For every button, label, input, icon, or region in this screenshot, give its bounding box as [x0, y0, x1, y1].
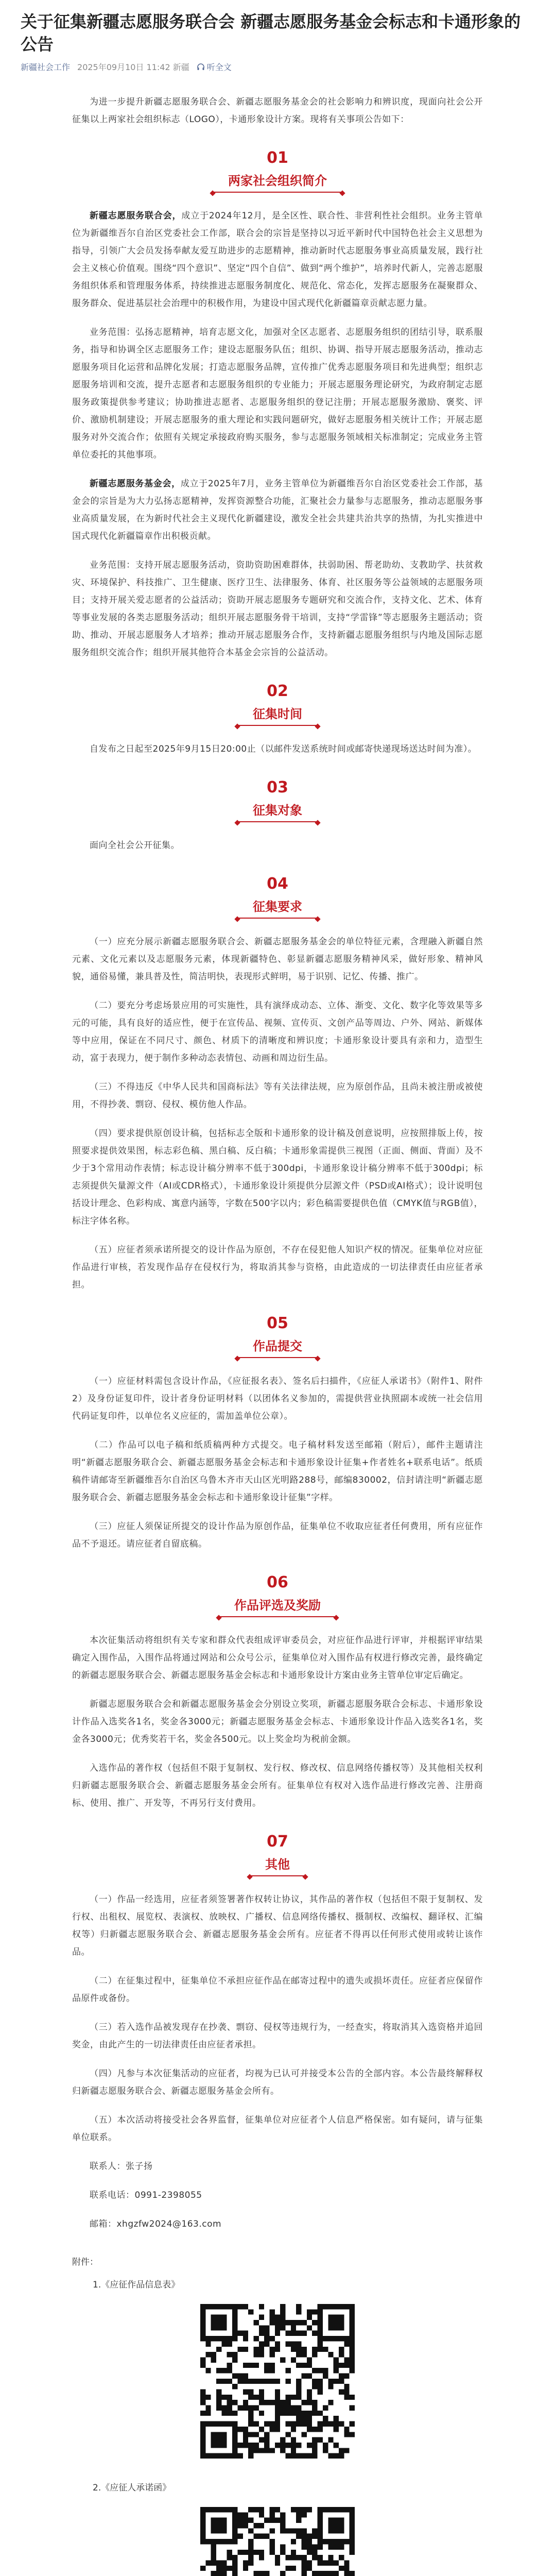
section-title: 作品评选及奖励 — [219, 1592, 336, 1617]
paragraph-text: （一）作品一经选用，应征者须签署著作权转让协议，其作品的著作权（包括但不限于复制权、发行权、出租权、展览权、表演权、放映权、广播权、信息网络传播权、摄制权、改编权、翻译权、汇编权等）归新疆志愿服务联合会、新疆志愿服务基金会所有。应征者不得再以任何形式使用或转让该作品。 — [72, 1894, 483, 1957]
section-paragraph — [72, 1972, 483, 2007]
section-heading — [72, 875, 483, 919]
section-paragraph — [72, 933, 483, 986]
section-paragraph — [72, 2019, 483, 2054]
section-number: 07 — [267, 1833, 288, 1851]
section-paragraph — [72, 2111, 483, 2146]
paragraph-text: 业务范围：支持开展志愿服务活动，资助资助困难群体，扶弱助困、帮老助幼、支教助学、扶贫救灾、环境保护、科技推广、卫生健康、医疗卫生、法律服务、体育、社区服务等公益领域的志愿服务项目；支持开展关爱志愿者的公益活动；资助开展志愿服务专题研究和交流合作，支持文化、艺术、体育等事业发展的各类志愿服务活动；组织开展志愿服务骨干培训，支持“学雷锋”等志愿服务主题活动；资助、推动、开展志愿服务人才培养；推动开展志愿服务合作，支持新疆志愿服务组织与内地及国际志愿服务组织交流合作；组织开展其他符合本基金会宗旨的公益活动。 — [72, 560, 483, 658]
paragraph-text: （五）应征者须承诺所提交的设计作品为原创，不存在侵犯他人知识产权的情况。征集单位对应征作品进行审核，若发现作品存在侵权行为，将取消其参与资格，由此造成的一切法律责任由应征者承担。 — [72, 1245, 483, 1290]
paragraph-text: 新疆志愿服务联合会和新疆志愿服务基金会分别设立奖项，新疆志愿服务联合会标志、卡通形象设计作品入选奖各1名，奖金各3000元；新疆志愿服务基金会标志、卡通形象设计作品入选奖各1名，奖金各3000元；优秀奖若干名，奖金各500元。以上奖金均为税前金额。 — [72, 1699, 483, 1744]
attachment-name-1: 1.《应征作品信息表》 — [93, 2280, 180, 2290]
article-title: 关于征集新疆志愿服务联合会 新疆志愿服务基金会标志和卡通形象的公告 — [21, 12, 521, 54]
contact-phone: 联系电话：0991-2398055 — [90, 2190, 202, 2200]
section-heading — [72, 778, 483, 822]
article-meta — [21, 61, 534, 73]
paragraph-lead: 新疆志愿服务联合会， — [90, 211, 182, 221]
contact-email-line — [72, 2215, 483, 2233]
section-heading — [72, 682, 483, 726]
contact-email[interactable]: xhgzfw2024@163.com — [116, 2219, 222, 2229]
section-title: 两家社会组织简介 — [213, 167, 342, 193]
section-number: 06 — [267, 1573, 288, 1591]
section-title-decor — [237, 1333, 318, 1358]
section-paragraph — [72, 1632, 483, 1684]
section-paragraph — [72, 475, 483, 545]
publish-datetime: 2025年09月10日 11:42 新疆 — [77, 62, 189, 72]
paragraph-lead: 新疆志愿服务基金会， — [90, 479, 181, 489]
attachments-label: 附件： — [72, 2257, 98, 2267]
section-paragraph — [72, 1125, 483, 1230]
qr-code-1[interactable] — [200, 2304, 355, 2459]
paragraph-text: （三）若入选作品被发现存在抄袭、剽窃、侵权等违规行为，一经查实，将取消其入选资格并追回奖金，由此产生的一切法律责任由应征者承担。 — [72, 2022, 483, 2050]
paragraph-text: （三）不得违反《中华人民共和国商标法》等有关法律法规，应为原创作品，且尚未被注册或被使用，不得抄袭、剽窃、侵权、模仿他人作品。 — [72, 1082, 483, 1110]
section-title: 征集对象 — [237, 797, 318, 822]
section-paragraph — [72, 1891, 483, 1961]
section-title-decor — [213, 167, 342, 193]
section-paragraph — [72, 1759, 483, 1812]
section-paragraph — [72, 740, 483, 758]
paragraph-text: （五）本次活动将接受社会各界监督，征集单位对应征者个人信息严格保密。如有疑问，请与征集单位联系。 — [72, 2115, 483, 2143]
section-title: 征集要求 — [237, 893, 318, 919]
headphone-icon — [197, 63, 205, 71]
paragraph-text: 自发布之日起至2025年9月15日20:00止（以邮件发送系统时间或邮寄快递现场送达时间为准）。 — [90, 744, 477, 754]
contact-email-label: 邮箱： — [90, 2219, 117, 2229]
paragraph-text: 业务范围：弘扬志愿精神，培育志愿文化，加强对全区志愿者、志愿服务组织的团结引导，联系服务，指导和协调全区志愿服务工作；建设志愿服务队伍；组织、协调、指导开展志愿服务活动，推动志愿服务项目化运营和品牌化发展；打造志愿服务品牌，宣传推广优秀志愿服务项目和先进典型；组织志愿服务培训和交流，提升志愿者和志愿服务组织的专业能力；开展志愿服务理论研究，为政府制定志愿服务政策提供参考建议；协助推进志愿者、志愿服务组织的登记注册；开展志愿服务激励、褒奖、评价、激励机制建设；开展志愿服务的重大理论和实践问题研究，做好志愿服务相关统计工作；开展志愿服务对外交流合作；依照有关规定承接政府购买服务，参与志愿服务领域相关标准制定；完成业务主管单位委托的其他事项。 — [72, 327, 483, 460]
intro-paragraph: 为进一步提升新疆志愿服务联合会、新疆志愿服务基金会的社会影响力和辨识度，现面向社会公开征集以上两家社会组织标志（LOGO），卡通形象设计方案。现将有关事项公告如下： — [72, 97, 483, 125]
section-paragraph — [72, 556, 483, 662]
section-title-decor — [237, 893, 318, 919]
paragraph-text: （三）应征人须保证所提交的设计作品为原创作品，征集单位不收取应征者任何费用，所有应征作品不予退还。请应征者自留底稿。 — [72, 1521, 483, 1549]
sections-container — [72, 149, 483, 2146]
section-paragraph — [72, 207, 483, 312]
section-title: 其他 — [250, 1851, 305, 1876]
paragraph-text: 面向全社会公开征集。 — [90, 840, 180, 851]
paragraph-text: 本次征集活动将组织有关专家和群众代表组成评审委员会，对应征作品进行评审，并根据评审结果确定入围作品，入围作品将通过网站和公众号公示，征集单位对入围作品有权进行修改完善，最终确定的新疆志愿服务联合会、新疆志愿服务基金会标志和卡通形象设计方案由业务主管单位审定后确定。 — [72, 1635, 483, 1681]
section-title: 作品提交 — [237, 1333, 318, 1358]
paragraph-text: （一）应征材料需包含设计作品，《应征报名表》、签名后扫描件，《应征人承诺书》（附件1、附件2）及身份证复印件，设计者身份证明材料（以团体名义参加的，需提供营业执照副本或统一社会信用代码证复印件，以单位名义应征的，需加盖单位公章）。 — [72, 1376, 483, 1421]
section-number: 05 — [267, 1314, 288, 1332]
section-number: 01 — [267, 149, 288, 167]
section-paragraph — [72, 837, 483, 854]
section-paragraph — [72, 1078, 483, 1113]
section-paragraph — [72, 2065, 483, 2100]
section-title-decor — [250, 1851, 305, 1876]
listen-button[interactable] — [197, 61, 232, 73]
section-paragraph — [72, 324, 483, 464]
listen-label: 听全文 — [206, 62, 232, 72]
section-title: 征集时间 — [237, 701, 318, 726]
paragraph-text: 成立于2024年12月，是全区性、联合性、非营利性社会组织。业务主管单位为新疆维吾尔自治区党委社会工作部，联合会的宗旨是坚持以习近平新时代中国特色社会主义思想为指导，引领广大会员发扬奉献友爱互助进步的志愿精神，推动新时代志愿服务事业高质量发展，践行社会主义核心价值观。围绕“四个意识”、坚定“四个自信”、做到“两个维护”，培养时代新人，完善志愿服务组织体系和管理服务体系，持续推进志愿服务制度化、规范化、常态化，发挥志愿服务在凝聚群众、服务群众、促进基层社会治理中的积极作用，为建设中国式现代化新疆篇章贡献志愿力量。 — [72, 211, 483, 309]
section-number: 03 — [267, 778, 288, 796]
paragraph-text: （二）在征集过程中，征集单位不承担应征作品在邮寄过程中的遗失或损坏责任。应征者应保留作品原件或备份。 — [72, 1976, 483, 2004]
attachment-name-2: 2.《应征人承诺函》 — [93, 2483, 171, 2493]
qr-code-2[interactable] — [200, 2507, 355, 2576]
section-paragraph — [72, 1696, 483, 1748]
section-paragraph — [72, 1241, 483, 1294]
section-paragraph — [72, 997, 483, 1067]
paragraph-text: 成立于2025年7月，业务主管单位为新疆维吾尔自治区党委社会工作部，基金会的宗旨是为大力弘扬志愿精神，发挥资源整合功能，汇聚社会力量参与志愿服务，推动志愿服务事业高质量发展，在为新时代社会主义现代化新疆建设，激发全社会共建共治共享的热情，为扎实推进中国式现代化新疆篇章作出积极贡献。 — [72, 479, 483, 541]
section-heading — [72, 1314, 483, 1358]
section-paragraph — [72, 1518, 483, 1553]
section-title-decor — [237, 797, 318, 822]
paragraph-text: 入选作品的著作权（包括但不限于复制权、发行权、修改权、信息网络传播权等）及其他相关权利归新疆志愿服务联合会、新疆志愿服务基金会所有。征集单位有权对入选作品进行修改完善、注册商标、使用、推广、开发等，不再另行支付费用。 — [72, 1763, 483, 1808]
contact-block — [72, 2158, 483, 2233]
contact-person: 联系人：张子扬 — [90, 2161, 153, 2172]
section-number: 02 — [267, 682, 288, 700]
section-paragraph — [72, 1372, 483, 1425]
section-heading — [72, 1573, 483, 1617]
section-heading — [72, 149, 483, 193]
section-title-decor — [237, 701, 318, 726]
section-heading — [72, 1833, 483, 1876]
account-name[interactable]: 新疆社会工作 — [21, 62, 71, 72]
paragraph-text: （一）应充分展示新疆志愿服务联合会、新疆志愿服务基金会的单位特征元素，含理融入新疆自然元素、文化元素以及志愿服务元素，体现新疆特色、彰显新疆志愿服务精神风采，做好形象、精神风貌，通俗易懂，兼具普及性，简洁明快，表现形式鲜明，易于识别、记忆、传播、推广。 — [72, 937, 483, 982]
paragraph-text: （四）要求提供原创设计稿，包括标志全版和卡通形象的设计稿及创意说明，应按照排版上传，按照要求提供效果图，标志彩色稿、黑白稿、反白稿；卡通形象需提供三视图（正面、侧面、背面）及不少于3个常用动作表情；标志设计稿分辨率不低于300dpi，卡通形象设计稿分辨率不低于300dpi；标志须提供矢量源文件（AI或CDR格式），卡通形象设计须提供分层源文件（PSD或AI格式）；设计说明包括设计理念、色彩构成、寓意内涵等，字数在500字以内；彩色稿需要提供色值（CMYK值与RGB值），标注字体名称。 — [72, 1128, 483, 1226]
paragraph-text: （二）作品可以电子稿和纸质稿两种方式提交。电子稿材料发送至邮箱（附后），邮件主题请注明“新疆志愿服务联合会、新疆志愿服务基金会标志和卡通形象设计征集+作者姓名+联系电话”。纸质稿件请邮寄至新疆维吾尔自治区乌鲁木齐市天山区光明路288号，邮编830002，信封请注明“新疆志愿服务联合会、新疆志愿服务基金会标志和卡通形象设计征集”字样。 — [72, 1440, 483, 1503]
section-number: 04 — [267, 875, 288, 893]
paragraph-text: （二）要充分考虑场景应用的可实施性，具有演绎成动态、立体、渐变、文化、数字化等效果等多元的可能，具有良好的适应性，便于在宣传品、视频、宣传页、文创产品等周边、户外、网站、新媒体等中应用，保证在不同尺寸、颜色、材质下的清晰度和辨识度；卡通形象设计要具有亲和力，造型生动，富于表现力，便于制作多种动态表情包、动画和周边衍生品。 — [72, 1001, 483, 1063]
article-content — [21, 93, 534, 2576]
section-title-decor — [219, 1592, 336, 1617]
paragraph-text: （四）凡参与本次征集活动的应征者，均视为已认可并接受本公告的全部内容。本公告最终解释权归新疆志愿服务联合会、新疆志愿服务基金会所有。 — [72, 2069, 483, 2096]
section-paragraph — [72, 1436, 483, 1506]
